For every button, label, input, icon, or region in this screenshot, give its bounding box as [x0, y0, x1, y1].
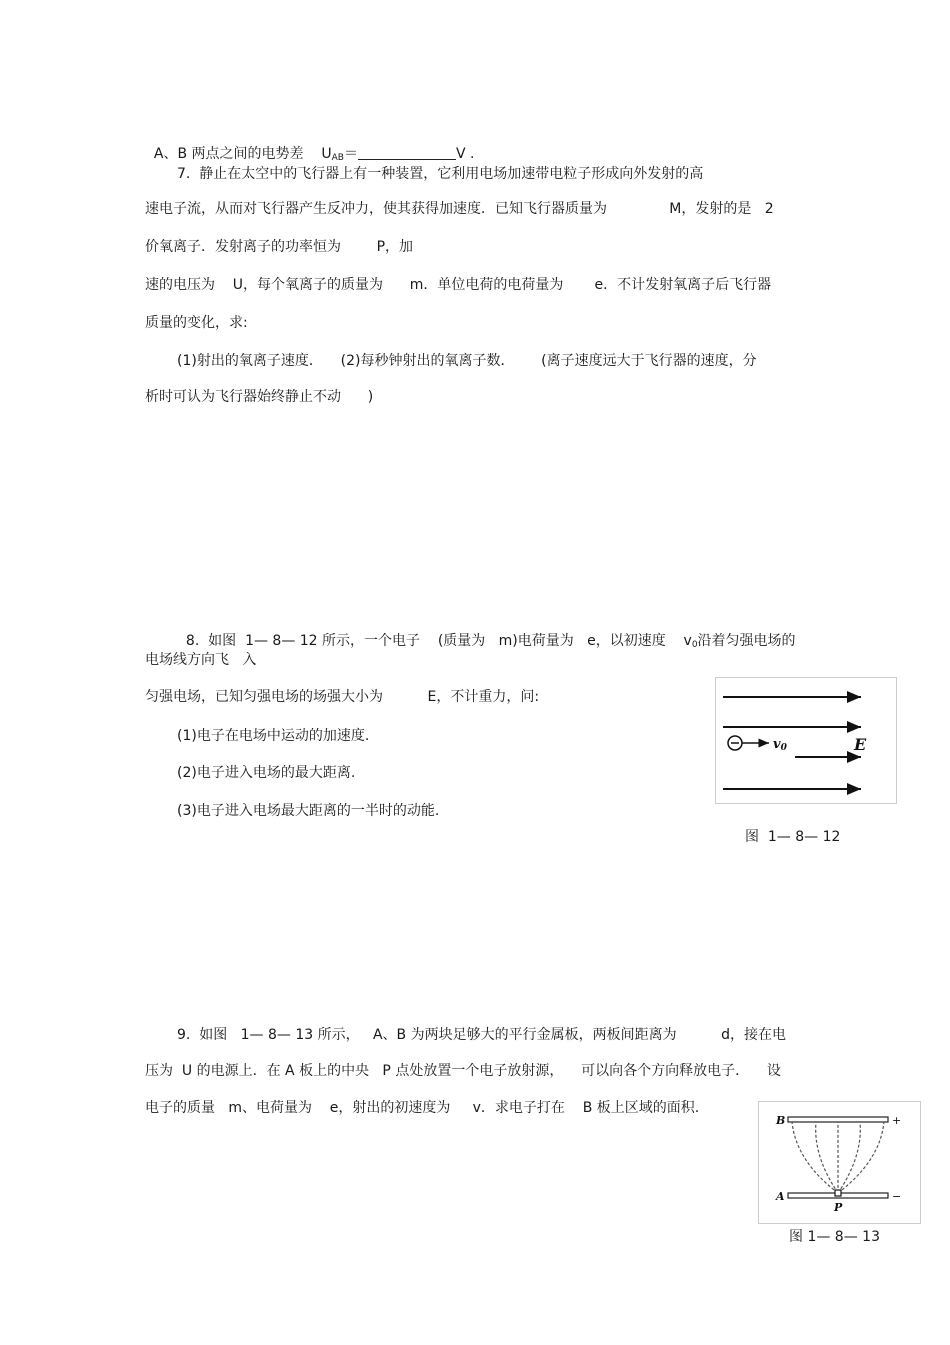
q6-prefix: A、B 两点之间的电势差 U	[153, 146, 332, 162]
q6-answer-line	[145, 127, 474, 167]
q6-eq: ＝	[343, 146, 358, 162]
q8-line-1a: 8. 如图 1— 8— 12 所示，一个电子 (质量为 m)电荷量为 e，以初速度 v	[185, 633, 692, 649]
electron-trajectories	[792, 1122, 884, 1193]
figure-1-8-13	[758, 1101, 921, 1224]
q7-line-7: 析时可认为飞行器始终静止不动 )	[145, 389, 374, 405]
q9-line-2: 压为 U 的电源上．在 A 板上的中央 P 点处放置一个电子放射源， 可以向各个方向释放电子． 设	[145, 1063, 781, 1079]
velocity-label: v0	[773, 737, 787, 753]
label-P: P	[834, 1201, 843, 1214]
q8-line-2: 电场线方向飞 入	[145, 652, 257, 668]
label-A: A	[776, 1190, 785, 1203]
q6-suffix: V .	[455, 146, 475, 162]
q7-line-6: (1)射出的氧离子速度． (2)每秒钟射出的氧离子数． (离子速度远大于飞行器的速度，分	[177, 353, 757, 369]
q8-part-1: (1)电子在电场中运动的加速度.	[177, 728, 370, 744]
q7-line-1: 7. 静止在太空中的飞行器上有一种装置，它利用电场加速带电粒子形成向外发射的高	[177, 166, 704, 182]
label-plus: +	[892, 1114, 902, 1127]
label-minus: −	[892, 1190, 902, 1203]
source-P	[835, 1190, 841, 1196]
q8-part-2: (2)电子进入电场的最大距离.	[177, 765, 356, 781]
q8-line-3: 匀强电场，已知匀强电场的场强大小为 E，不计重力，问:	[145, 689, 540, 705]
q6-subscript: AB	[331, 153, 344, 163]
label-B: B	[776, 1114, 786, 1127]
q8-v0-sub: 0	[691, 640, 698, 650]
q7-line-4: 速的电压为 U，每个氧离子的质量为 m．单位电荷的电荷量为 e．不计发射氧离子后飞行器	[145, 277, 772, 293]
q9-line-1: 9. 如图 1— 8— 13 所示， A、B 为两块足够大的平行金属板，两板间距离为 d，接在电	[177, 1027, 786, 1043]
q8-part-3: (3)电子进入电场最大距离的一半时的动能.	[177, 803, 440, 819]
q8-line-1b: 沿着匀强电场的	[697, 633, 796, 649]
q7-line-5: 质量的变化，求:	[145, 315, 248, 331]
field-label-E: E	[854, 735, 867, 754]
q8-line-1	[177, 614, 796, 654]
figure-1-8-12-caption: 图 1— 8— 12	[745, 829, 841, 845]
plate-B	[788, 1117, 888, 1122]
q6-answer-blank[interactable]	[358, 145, 456, 160]
figure-1-8-12	[715, 677, 897, 804]
parallel-plates-diagram	[758, 1101, 921, 1224]
q9-line-3: 电子的质量 m、电荷量为 e，射出的初速度为 v．求电子打在 B 板上区域的面积.	[145, 1100, 700, 1116]
q7-line-2: 速电子流，从而对飞行器产生反冲力，使其获得加速度．已知飞行器质量为 M，发射的是 2	[145, 201, 774, 217]
q7-line-3: 价氧离子．发射离子的功率恒为 P，加	[145, 239, 414, 255]
figure-1-8-13-caption: 图 1— 8— 13	[789, 1229, 880, 1245]
electric-field-diagram	[715, 677, 897, 804]
